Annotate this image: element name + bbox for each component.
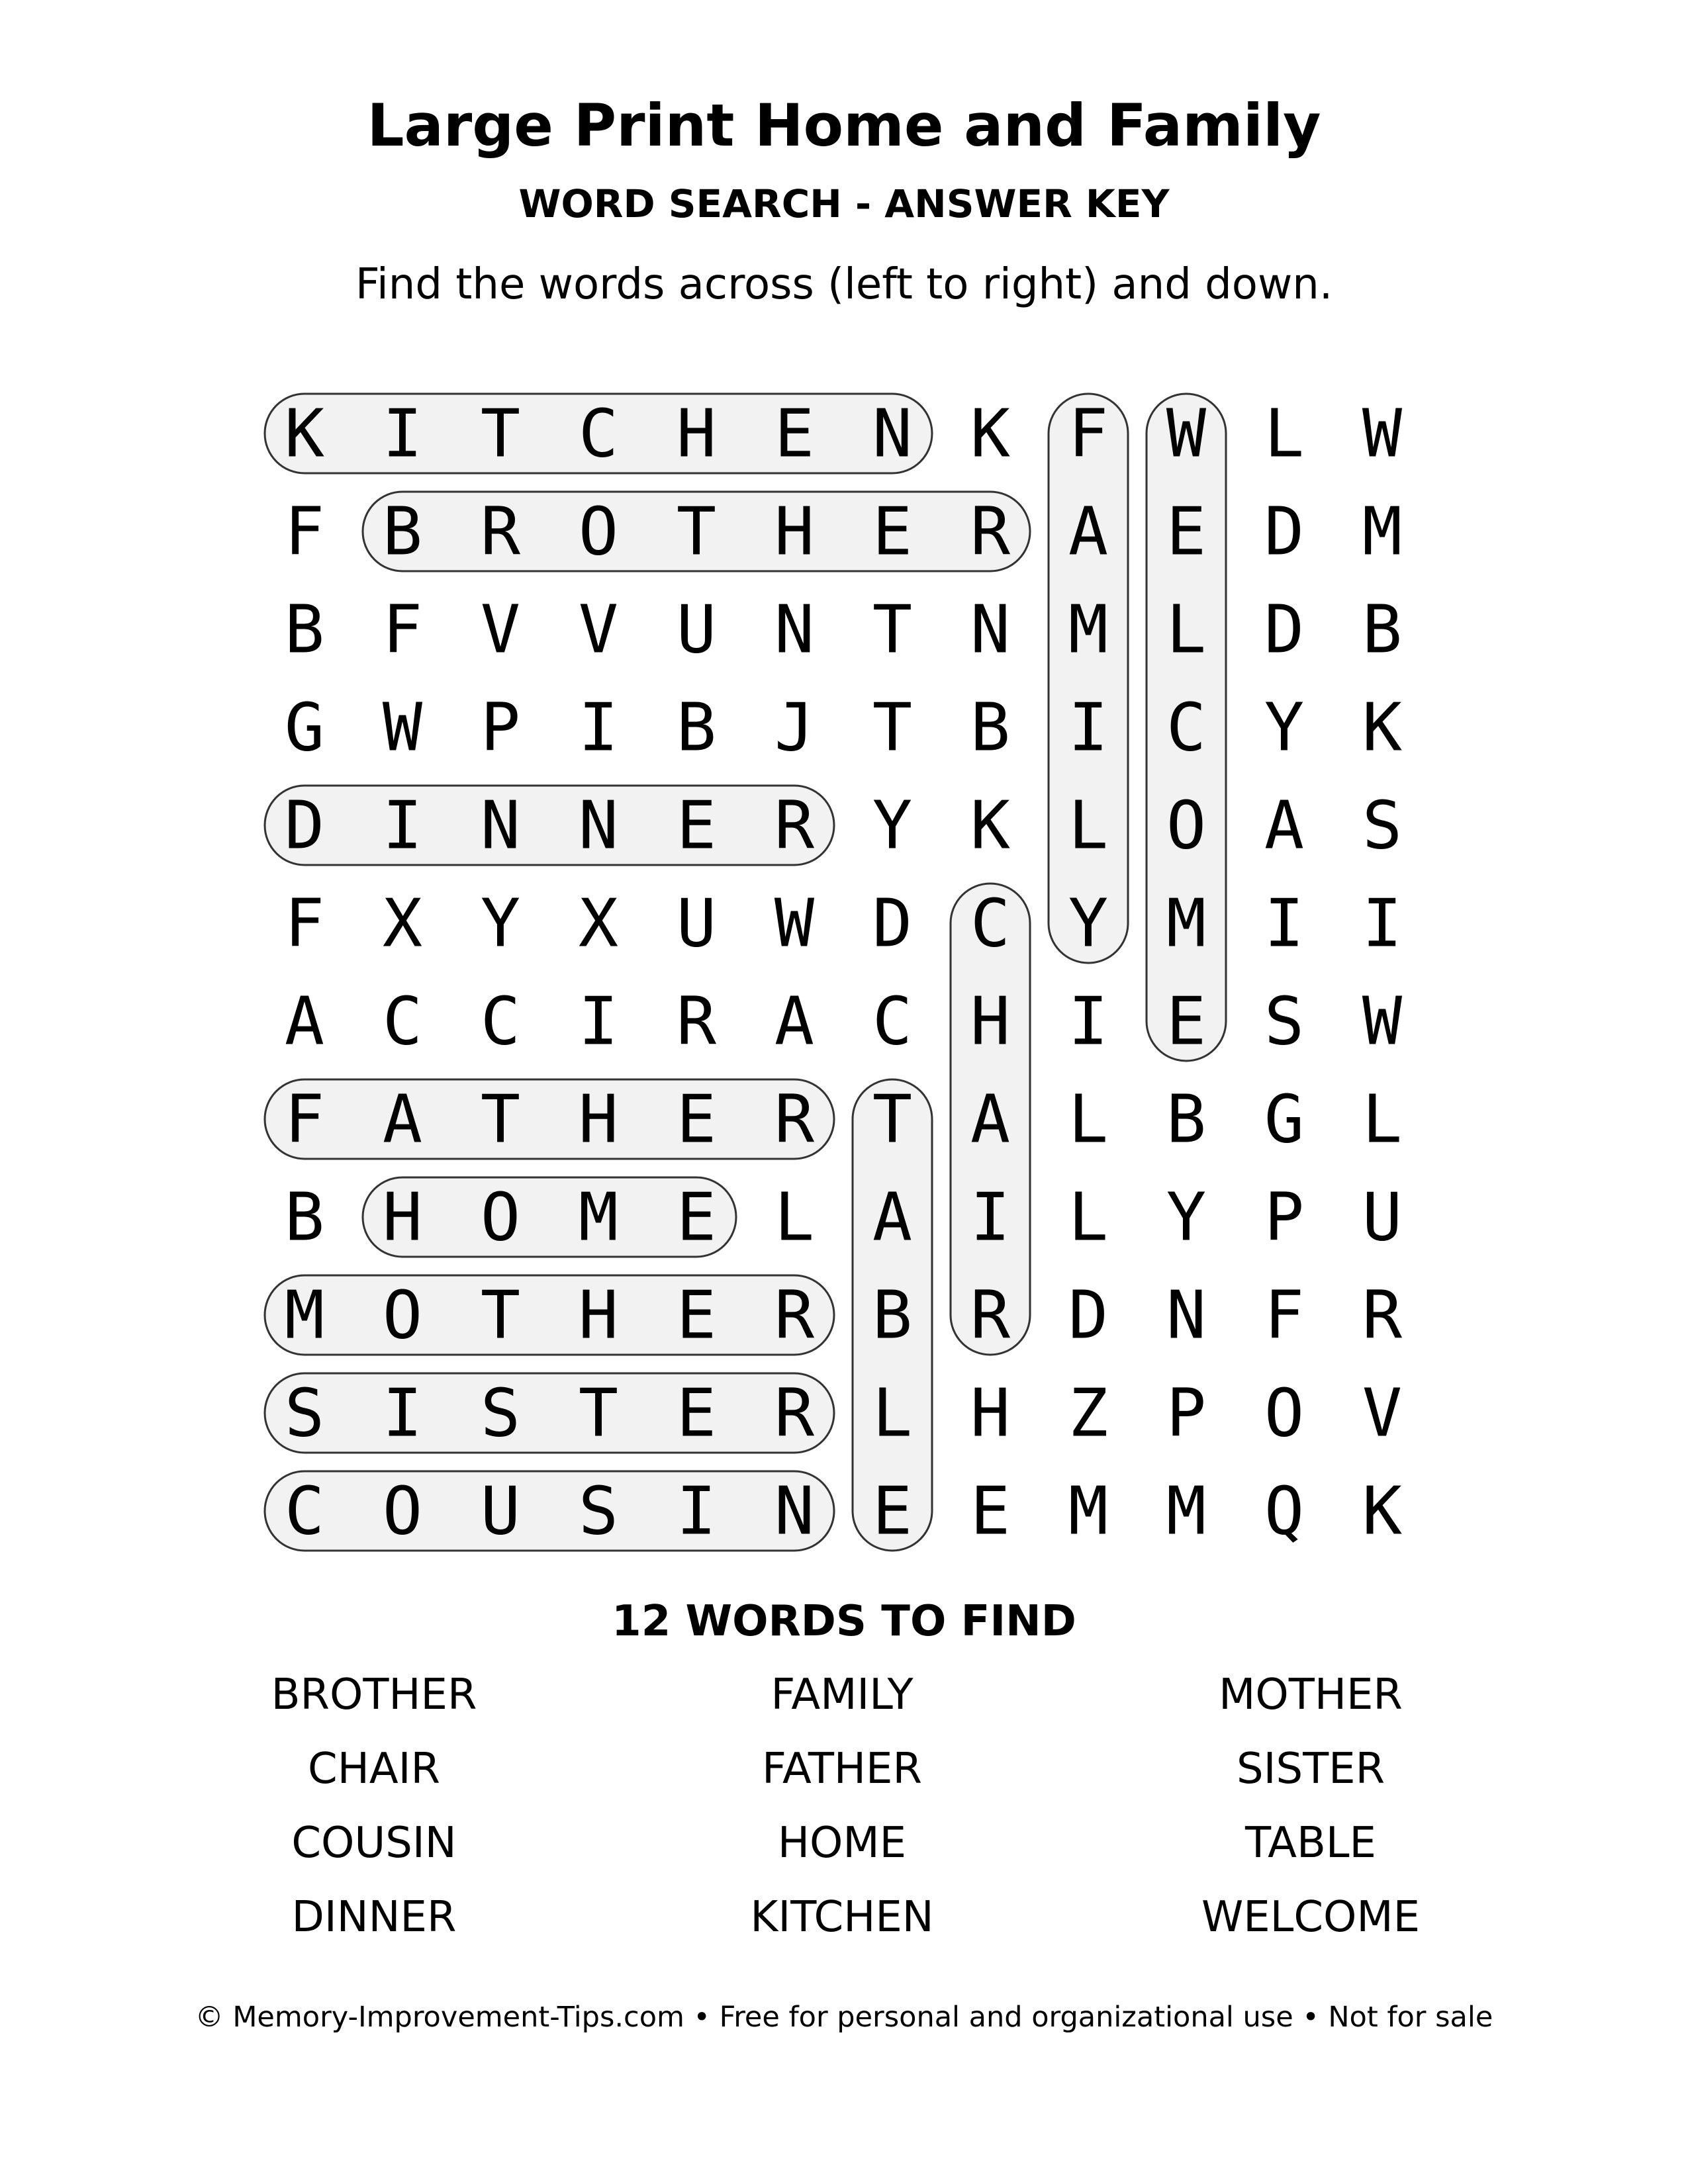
grid-letter: Y — [1264, 688, 1305, 766]
grid-letter: I — [382, 394, 423, 473]
grid-letter: E — [1166, 982, 1207, 1060]
grid-letter: M — [1166, 1472, 1207, 1550]
grid-letter: B — [872, 1276, 913, 1354]
grid-letter: H — [382, 1178, 423, 1256]
grid-letter: K — [1362, 688, 1403, 766]
word-list — [0, 1658, 1688, 1962]
grid-letter: M — [284, 1276, 325, 1354]
grid-letter: N — [970, 590, 1011, 668]
grid-letter: Z — [1068, 1374, 1109, 1452]
grid-letter: A — [382, 1080, 423, 1158]
grid-letter: P — [1264, 1178, 1305, 1256]
grid-letter: T — [578, 1374, 619, 1452]
word-list-item: FATHER — [762, 1745, 922, 1794]
grid-letter: C — [284, 1472, 325, 1550]
grid-letter: M — [1068, 590, 1109, 668]
word-list-item: CHAIR — [308, 1745, 440, 1794]
grid-letter: N — [774, 1472, 815, 1550]
grid-letter: R — [774, 1080, 815, 1158]
grid-letter: I — [578, 982, 619, 1060]
grid-letter: D — [1264, 492, 1305, 570]
grid-letter: O — [1264, 1374, 1305, 1452]
word-list-item: MOTHER — [1219, 1670, 1403, 1719]
grid-letter: C — [970, 884, 1011, 962]
grid-letter: T — [872, 688, 913, 766]
footer-copyright: © Memory-Improvement-Tips.com • Free for personal and organizational use • Not for sale — [195, 2001, 1493, 2034]
word-column-2 — [610, 1658, 1074, 1954]
grid-letter: V — [578, 590, 619, 668]
grid-letter: W — [382, 688, 423, 766]
grid-letter: D — [284, 786, 325, 864]
grid-letter: W — [1362, 982, 1403, 1060]
word-list-item: SISTER — [1236, 1745, 1385, 1794]
grid-letter: A — [970, 1080, 1011, 1158]
grid-letter: R — [774, 1374, 815, 1452]
grid-letter: C — [1166, 688, 1207, 766]
grid-letter: I — [1264, 884, 1305, 962]
grid-letter: L — [1068, 1178, 1109, 1256]
grid-letter: G — [1264, 1080, 1305, 1158]
words-heading: 12 WORDS TO FIND — [612, 1597, 1076, 1646]
grid-letter: Q — [1264, 1472, 1305, 1550]
grid-letter: A — [1068, 492, 1109, 570]
grid-letter: F — [382, 590, 423, 668]
grid-letter: S — [284, 1374, 325, 1452]
grid-letter: N — [872, 394, 913, 473]
grid-letter: K — [284, 394, 325, 473]
grid-letter: E — [676, 1276, 717, 1354]
grid-letter: I — [676, 1472, 717, 1550]
word-list-item: WELCOME — [1201, 1893, 1421, 1942]
grid-letter: C — [480, 982, 521, 1060]
word-list-item: COUSIN — [291, 1819, 457, 1868]
grid-letter: R — [480, 492, 521, 570]
grid-letter: N — [578, 786, 619, 864]
grid-letter: I — [382, 786, 423, 864]
grid-letter: F — [284, 1080, 325, 1158]
grid-letter: M — [1068, 1472, 1109, 1550]
grid-letter: T — [676, 492, 717, 570]
grid-letter: Y — [480, 884, 521, 962]
grid-letter: F — [1264, 1276, 1305, 1354]
grid-letter: F — [284, 884, 325, 962]
word-list-item: HOME — [777, 1819, 907, 1868]
grid-letter: A — [774, 982, 815, 1060]
grid-letter: W — [1166, 394, 1207, 473]
grid-letter: H — [970, 982, 1011, 1060]
answer-highlight-sister — [265, 1373, 834, 1453]
grid-letter: U — [480, 1472, 521, 1550]
grid-letter: M — [578, 1178, 619, 1256]
grid-letter: I — [1362, 884, 1403, 962]
grid-letter: I — [382, 1374, 423, 1452]
word-list-item: FAMILY — [771, 1670, 914, 1719]
grid-letter: U — [676, 590, 717, 668]
grid-letter: O — [578, 492, 619, 570]
grid-letter: S — [1264, 982, 1305, 1060]
grid-letter: I — [970, 1178, 1011, 1256]
instructions: Find the words across (left to right) and down. — [355, 260, 1333, 309]
grid-letter: E — [676, 1374, 717, 1452]
grid-letter: C — [382, 982, 423, 1060]
grid-letter: U — [1362, 1178, 1403, 1256]
word-list-item: DINNER — [291, 1893, 457, 1942]
grid-letter: E — [1166, 492, 1207, 570]
grid-letter: D — [1264, 590, 1305, 668]
grid-letter: P — [480, 688, 521, 766]
grid-letter: E — [676, 786, 717, 864]
grid-letter: I — [1068, 982, 1109, 1060]
grid-letter: B — [676, 688, 717, 766]
grid-letter: E — [872, 492, 913, 570]
grid-letter: T — [872, 1080, 913, 1158]
grid-letter: A — [284, 982, 325, 1060]
grid-letter: X — [578, 884, 619, 962]
grid-letter: O — [382, 1276, 423, 1354]
word-list-item: KITCHEN — [750, 1893, 934, 1942]
answer-highlight-cousin — [265, 1471, 834, 1551]
grid-letter: T — [480, 1276, 521, 1354]
grid-letter: H — [578, 1276, 619, 1354]
page-title: Large Print Home and Family — [367, 91, 1321, 159]
grid-letter: L — [872, 1374, 913, 1452]
grid-letter: I — [1068, 688, 1109, 766]
grid-letter: F — [284, 492, 325, 570]
grid-letter: M — [1362, 492, 1403, 570]
grid-letter: T — [872, 590, 913, 668]
answer-highlight-mother — [265, 1275, 834, 1355]
grid-letter: B — [284, 1178, 325, 1256]
grid-letter: I — [578, 688, 619, 766]
grid-letter: L — [774, 1178, 815, 1256]
grid-letter: W — [1362, 394, 1403, 473]
grid-letter: T — [480, 1080, 521, 1158]
grid-letter: Y — [872, 786, 913, 864]
grid-letter: R — [1362, 1276, 1403, 1354]
grid-letter: Y — [1068, 884, 1109, 962]
grid-letter: D — [1068, 1276, 1109, 1354]
answer-highlight-family — [1049, 394, 1128, 963]
page-subtitle: WORD SEARCH - ANSWER KEY — [518, 181, 1170, 226]
grid-letter: O — [480, 1178, 521, 1256]
grid-letter: E — [676, 1080, 717, 1158]
grid-letter: R — [676, 982, 717, 1060]
grid-letter: L — [1166, 590, 1207, 668]
word-list-item: TABLE — [1245, 1819, 1376, 1868]
grid-letter: L — [1264, 394, 1305, 473]
grid-letter: B — [1362, 590, 1403, 668]
word-column-3 — [1079, 1658, 1542, 1954]
grid-letter: U — [676, 884, 717, 962]
grid-letter: B — [970, 688, 1011, 766]
grid-letter: D — [872, 884, 913, 962]
grid-letter: E — [872, 1472, 913, 1550]
grid-letter: C — [578, 394, 619, 473]
grid-letter: V — [1362, 1374, 1403, 1452]
grid-letter: B — [382, 492, 423, 570]
grid-letter: L — [1068, 786, 1109, 864]
grid-letter: X — [382, 884, 423, 962]
grid-letter: A — [1264, 786, 1305, 864]
grid-letter: W — [774, 884, 815, 962]
grid-letter: E — [774, 394, 815, 473]
grid-letter: L — [1362, 1080, 1403, 1158]
grid-letter: F — [1068, 394, 1109, 473]
grid-letter: K — [1362, 1472, 1403, 1550]
answer-highlight-father — [265, 1079, 834, 1159]
grid-letter: R — [970, 1276, 1011, 1354]
grid-letter: S — [578, 1472, 619, 1550]
answer-highlight-dinner — [265, 786, 834, 865]
grid-letter: S — [1362, 786, 1403, 864]
grid-letter: A — [872, 1178, 913, 1256]
grid-letter: Y — [1166, 1178, 1207, 1256]
grid-letter: K — [970, 394, 1011, 473]
grid-letter: B — [1166, 1080, 1207, 1158]
grid-letter: E — [676, 1178, 717, 1256]
grid-letter: R — [774, 1276, 815, 1354]
grid-letter: N — [1166, 1276, 1207, 1354]
grid-letter: P — [1166, 1374, 1207, 1452]
grid-letter: H — [676, 394, 717, 473]
grid-letter: R — [970, 492, 1011, 570]
word-column-1 — [142, 1658, 606, 1954]
grid-letter: B — [284, 590, 325, 668]
grid-letter: E — [970, 1472, 1011, 1550]
grid-letter: J — [774, 688, 815, 766]
grid-letter: C — [872, 982, 913, 1060]
grid-letter: M — [1166, 884, 1207, 962]
grid-letter: K — [970, 786, 1011, 864]
grid-letter: H — [774, 492, 815, 570]
grid-letter: G — [284, 688, 325, 766]
grid-letter: O — [382, 1472, 423, 1550]
grid-letter: N — [480, 786, 521, 864]
grid-letter: S — [480, 1374, 521, 1452]
grid-letter: H — [578, 1080, 619, 1158]
grid-letter: T — [480, 394, 521, 473]
grid-letter: L — [1068, 1080, 1109, 1158]
grid-letter: V — [480, 590, 521, 668]
grid-letter: O — [1166, 786, 1207, 864]
grid-letter: H — [970, 1374, 1011, 1452]
grid-letter: N — [774, 590, 815, 668]
grid-letter: R — [774, 786, 815, 864]
word-list-item: BROTHER — [271, 1670, 477, 1719]
